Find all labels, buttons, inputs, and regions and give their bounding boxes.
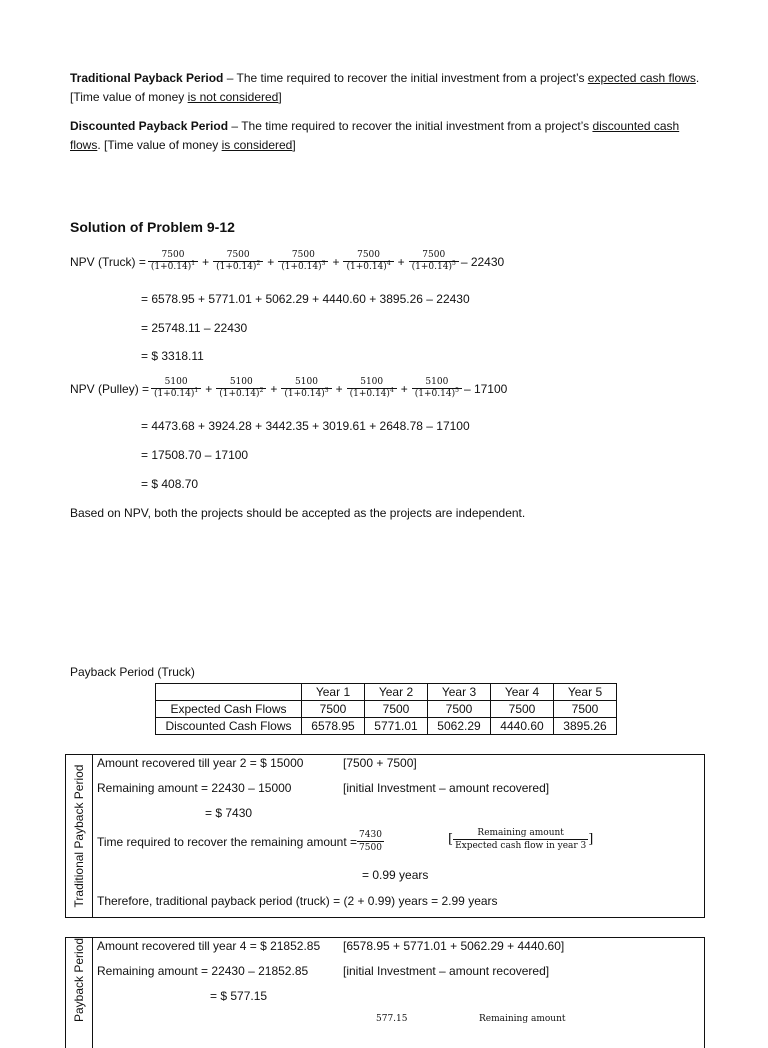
fraction xyxy=(453,827,588,852)
table-cell: 5771.01 xyxy=(365,718,428,735)
text: . [Time value of money xyxy=(70,71,700,104)
power: 4 xyxy=(386,260,391,267)
denominator xyxy=(409,261,459,273)
numerator: 5100 xyxy=(425,377,449,387)
underlined: is considered xyxy=(221,138,293,152)
side-text: Traditional Payback Period xyxy=(72,764,86,908)
npv-truck-equation: NPV (Truck) = $\frac{7500}{(1+0.14)^1}$ + $\frac{7500}{(1+0.14)^2}$ + $\frac{7500}{(1+0.14)^3}$ + $\frac{7500}{(1+0.14)^4}$ + $\frac{7500}{(1+0.14)^5}$ – 22430 xyxy=(70,250,505,272)
box-line: Amount recovered till year 4 = $ 21852.85 xyxy=(97,939,321,953)
table-cell: Expected Cash Flows xyxy=(156,701,302,718)
base: (1+0.14) xyxy=(349,389,390,399)
denominator xyxy=(278,261,328,273)
denominator: Expected cash flow in year 3 xyxy=(455,841,587,851)
box-side-label xyxy=(66,755,93,917)
base: (1+0.14) xyxy=(411,262,452,272)
power: 1 xyxy=(194,387,199,394)
table-header: Year 1 xyxy=(302,684,365,701)
text: . [Time value of money xyxy=(97,138,222,152)
npv-pulley-step-2: = 17508.70 – 17100 xyxy=(141,448,249,462)
traditional-payback-box xyxy=(65,754,705,918)
fraction xyxy=(148,250,198,273)
text: – The time required to recover the initial investment from a project’s xyxy=(228,119,593,133)
box-line: Remaining amount = 22430 – 15000 xyxy=(97,781,292,795)
fraction xyxy=(412,377,462,400)
denominator xyxy=(281,388,331,400)
table-cell: 4440.60 xyxy=(491,718,554,735)
numerator: 7500 xyxy=(422,250,446,260)
box-line: Therefore, traditional payback period (truck) = (2 + 0.99) years = 2.99 years xyxy=(97,894,498,908)
table-header-row xyxy=(156,684,617,701)
table-header: Year 3 xyxy=(428,684,491,701)
box-line: Remaining amount = 22430 – 21852.85 xyxy=(97,964,309,978)
denominator: 7500 xyxy=(359,843,382,853)
box-line: = $ 577.15 xyxy=(210,989,268,1003)
fraction xyxy=(281,377,331,400)
table-cell: 6578.95 xyxy=(302,718,365,735)
cash-flow-table xyxy=(155,683,617,735)
power: 3 xyxy=(321,260,326,267)
base: (1+0.14) xyxy=(414,389,456,399)
npv-pulley-step-1: = 4473.68 + 3924.28 + 3442.35 + 3019.61 + 2648.78 – 17100 xyxy=(141,419,470,433)
denominator xyxy=(412,388,462,400)
numerator: 7500 xyxy=(161,250,185,260)
term: Discounted Payback Period xyxy=(70,119,229,133)
traditional-definition xyxy=(70,69,700,107)
npv-tail: – 22430 xyxy=(460,254,505,269)
fraction xyxy=(409,250,459,273)
box-note: [initial Investment – amount recovered] xyxy=(343,964,550,978)
table-header: Year 2 xyxy=(365,684,428,701)
npv-pulley-equation: NPV (Pulley) = $\frac{5100}{(1+0.14)^1}$ + $\frac{5100}{(1+0.14)^2}$ + $\frac{5100}{(1+0.14)^3}$ + $\frac{5100}{(1+0.14)^4}$ + $\frac{5100}{(1+0.14)^5}$ – 17100 xyxy=(70,377,508,399)
box-line: = $ 7430 xyxy=(205,806,253,820)
base: (1+0.14) xyxy=(219,389,260,399)
base: (1+0.14) xyxy=(154,389,195,399)
table-cell: 5062.29 xyxy=(428,718,491,735)
box-note: [6578.95 + 5771.01 + 5062.29 + 4440.60] xyxy=(343,939,565,953)
power: 1 xyxy=(191,260,196,267)
fraction xyxy=(216,377,266,400)
numerator: 5100 xyxy=(360,377,384,387)
payback-title: Payback Period (Truck) xyxy=(70,665,195,679)
table-row xyxy=(156,701,617,718)
base: (1+0.14) xyxy=(346,262,387,272)
fraction xyxy=(343,250,393,273)
box-line: = 0.99 years xyxy=(362,868,429,882)
numerator: Remaining amount xyxy=(479,1014,566,1024)
side-text: Payback Period xyxy=(72,937,86,1023)
table-cell: 7500 xyxy=(428,701,491,718)
underlined: expected cash flows xyxy=(587,71,696,85)
table-cell: 7500 xyxy=(491,701,554,718)
denominator xyxy=(148,261,198,273)
table-cell: 7500 xyxy=(365,701,428,718)
box-note: [7500 + 7500] xyxy=(343,756,417,770)
underlined: discounted cash flows xyxy=(70,119,680,152)
base: (1+0.14) xyxy=(281,262,322,272)
fraction xyxy=(278,250,328,273)
box-note-fraction: [ Remaining amount Expected cash flow in year 3 ] xyxy=(448,828,594,851)
table-cell: 7500 xyxy=(302,701,365,718)
numerator: 7430 xyxy=(359,830,382,840)
npv-tail: – 17100 xyxy=(463,381,508,396)
npv-label: NPV (Truck) = xyxy=(70,254,146,269)
npv-truck-step-2: = 25748.11 – 22430 xyxy=(141,321,248,335)
box-line: Time required to recover the remaining amount = xyxy=(97,834,358,849)
text: ] xyxy=(278,90,282,104)
numerator: 5100 xyxy=(164,377,188,387)
box-side-label xyxy=(66,938,93,1048)
base: (1+0.14) xyxy=(216,262,257,272)
table-header: Year 4 xyxy=(491,684,554,701)
fraction xyxy=(151,377,201,400)
denominator xyxy=(213,261,263,273)
power: 2 xyxy=(259,387,264,394)
numerator: 7500 xyxy=(291,250,315,260)
numerator: Remaining amount xyxy=(477,828,564,838)
table-header: Year 5 xyxy=(554,684,617,701)
box-fraction-line xyxy=(97,829,384,854)
power: 2 xyxy=(256,260,261,267)
table-row xyxy=(156,718,617,735)
denominator xyxy=(151,388,201,400)
base: (1+0.14) xyxy=(284,389,325,399)
numerator: 5100 xyxy=(295,377,318,387)
power: 4 xyxy=(389,387,394,394)
numerator: 577.15 xyxy=(376,1014,408,1024)
table-cell: Discounted Cash Flows xyxy=(156,718,302,735)
table-cell: 7500 xyxy=(554,701,617,718)
power: 3 xyxy=(324,387,329,394)
base: (1+0.14) xyxy=(150,262,192,272)
npv-truck-step-3: = $ 3318.11 xyxy=(141,349,204,363)
numerator: 7500 xyxy=(357,250,380,260)
fraction xyxy=(213,250,263,273)
npv-label: NPV (Pulley) = xyxy=(70,381,150,396)
text: – The time required to recover the initial investment from a project’s xyxy=(223,71,588,85)
discounted-definition xyxy=(70,117,700,155)
table-header xyxy=(156,684,302,701)
solution-title: Solution of Problem 9-12 xyxy=(70,219,235,235)
underlined: is not considered xyxy=(187,90,279,104)
discounted-payback-box xyxy=(65,937,705,1048)
npv-pulley-step-3: = $ 408.70 xyxy=(141,477,199,491)
box-line: Amount recovered till year 2 = $ 15000 xyxy=(97,756,304,770)
table-cell: 3895.26 xyxy=(554,718,617,735)
term: Traditional Payback Period xyxy=(70,71,224,85)
numerator: 5100 xyxy=(229,377,253,387)
denominator xyxy=(347,388,397,400)
power: 5 xyxy=(455,387,459,394)
fraction xyxy=(357,829,384,854)
text: ] xyxy=(292,138,296,152)
denominator xyxy=(216,388,266,400)
npv-truck-step-1: = 6578.95 + 5771.01 + 5062.29 + 4440.60 + 3895.26 – 22430 xyxy=(141,292,470,306)
fraction xyxy=(347,377,397,400)
denominator xyxy=(343,261,393,273)
conclusion: Based on NPV, both the projects should be accepted as the projects are independent. xyxy=(70,506,526,520)
numerator: 7500 xyxy=(226,250,250,260)
box-note: [initial Investment – amount recovered] xyxy=(343,781,550,795)
power: 5 xyxy=(452,260,456,267)
